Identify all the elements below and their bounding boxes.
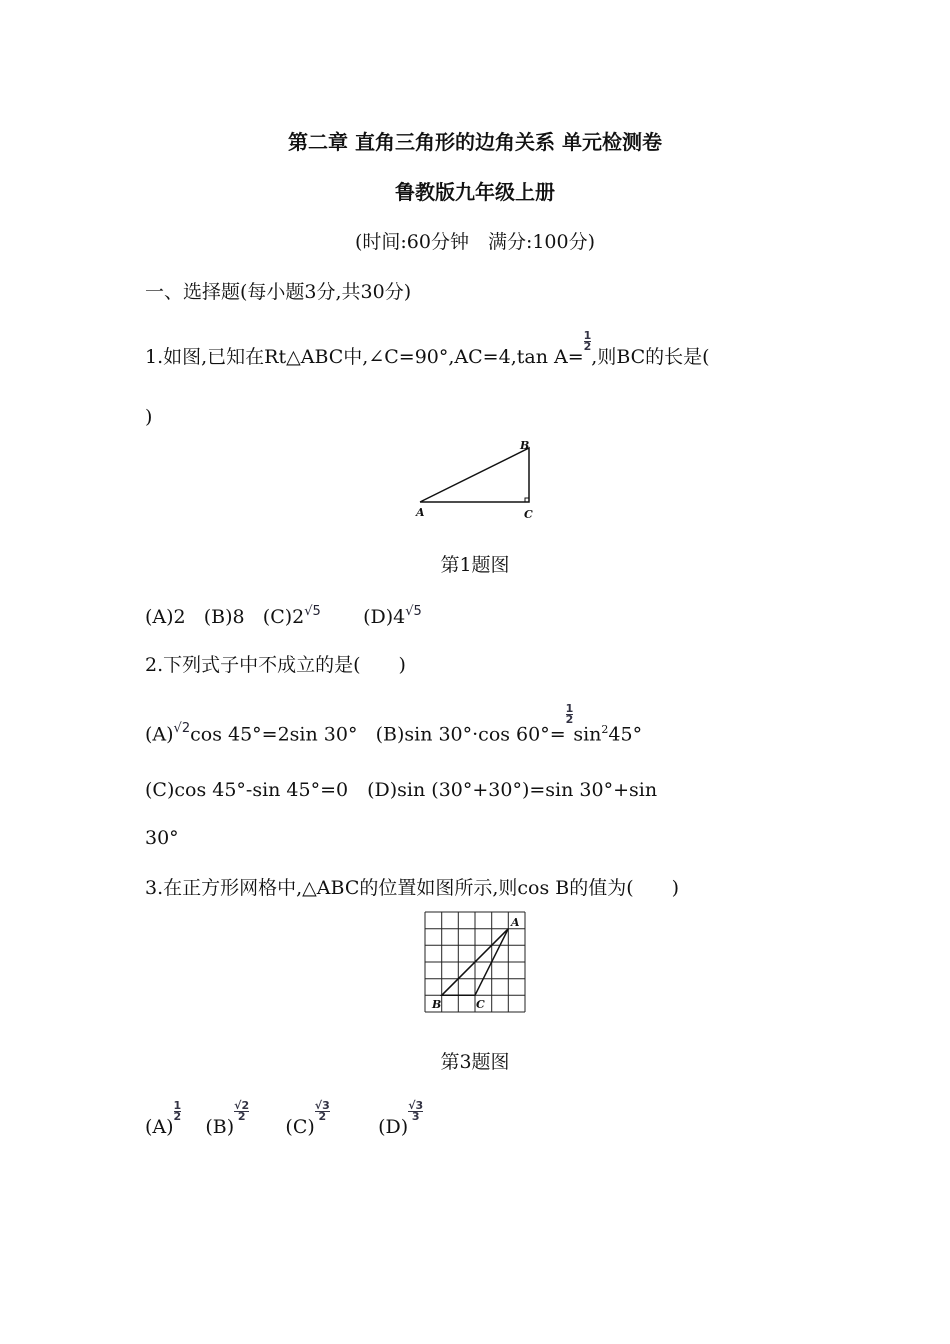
numerator: √3: [408, 1099, 424, 1112]
sqrt: √2: [173, 721, 191, 737]
option-b-text: sin: [573, 723, 602, 746]
option-d: (D)4: [363, 606, 406, 628]
option-a: (A): [145, 723, 174, 746]
numerator: √2: [234, 1099, 250, 1112]
denominator: 3: [411, 1110, 420, 1123]
q2-options-ab: [145, 702, 643, 749]
figure-3-caption: 第3题图: [440, 1051, 510, 1073]
option-b: (B): [205, 1116, 235, 1138]
q2-options-cd-cont: 30°: [145, 827, 179, 849]
label-c: C: [476, 998, 485, 1011]
numerator: 1: [173, 1099, 182, 1112]
option-c: (C): [285, 1116, 315, 1138]
label-b: B: [432, 998, 442, 1011]
question-3: 3.在正方形网格中,△ABC的位置如图所示,则cos B的值为( ): [145, 877, 680, 899]
fraction: [408, 1101, 423, 1122]
option-a: (A)2: [145, 606, 186, 628]
triangle: [420, 448, 529, 502]
option-b: (B)8: [203, 606, 245, 628]
q1-close-paren: ): [145, 406, 153, 428]
numerator: √3: [314, 1099, 330, 1112]
denominator: 2: [173, 1110, 182, 1123]
q3-options: [145, 1099, 424, 1139]
sqrt: √5: [304, 604, 321, 619]
section-heading: 一、选择题(每小题3分,共30分): [145, 281, 412, 303]
figure-1-caption: 第1题图: [440, 554, 510, 576]
numerator: 1: [583, 329, 592, 342]
fraction: [566, 704, 574, 725]
denominator: 2: [237, 1110, 246, 1123]
fraction: [584, 331, 592, 352]
sqrt: √5: [405, 604, 422, 619]
question-1: [145, 329, 710, 369]
denominator: 2: [583, 340, 592, 353]
option-b: (B)sin 30°·cos 60°=: [375, 723, 566, 746]
exponent: 2: [601, 723, 609, 736]
q1-text-end: ,则BC的长是(: [591, 346, 710, 368]
q1-text: 1.如图,已知在Rt△ABC中,∠C=90°,AC=4,tan A=: [145, 346, 584, 368]
numerator: 1: [565, 702, 574, 715]
option-a: (A): [145, 1116, 174, 1138]
doc-title: 第二章 直角三角形的边角关系 单元检测卷: [288, 130, 662, 154]
denominator: 2: [565, 713, 574, 726]
fraction: [315, 1101, 330, 1122]
option-a-text: cos 45°=2sin 30°: [190, 723, 358, 746]
option-c: (C)2: [262, 606, 305, 628]
option-b-text-end: 45°: [608, 723, 643, 746]
fraction: [234, 1101, 249, 1122]
time-info: (时间:60分钟 满分:100分): [354, 231, 596, 253]
option-d: (D): [378, 1116, 409, 1138]
fraction: [174, 1101, 182, 1122]
q1-options: [145, 605, 422, 632]
label-c: C: [524, 508, 533, 521]
question-2: 2.下列式子中不成立的是( ): [145, 654, 406, 676]
denominator: 2: [318, 1110, 327, 1123]
label-b: B: [520, 439, 530, 452]
doc-subtitle: 鲁教版九年级上册: [395, 180, 555, 204]
q2-options-cd: (C)cos 45°-sin 45°=0 (D)sin (30°+30°)=sin 30°+sin: [145, 779, 658, 801]
label-a: A: [416, 506, 425, 519]
label-a: A: [511, 916, 520, 929]
